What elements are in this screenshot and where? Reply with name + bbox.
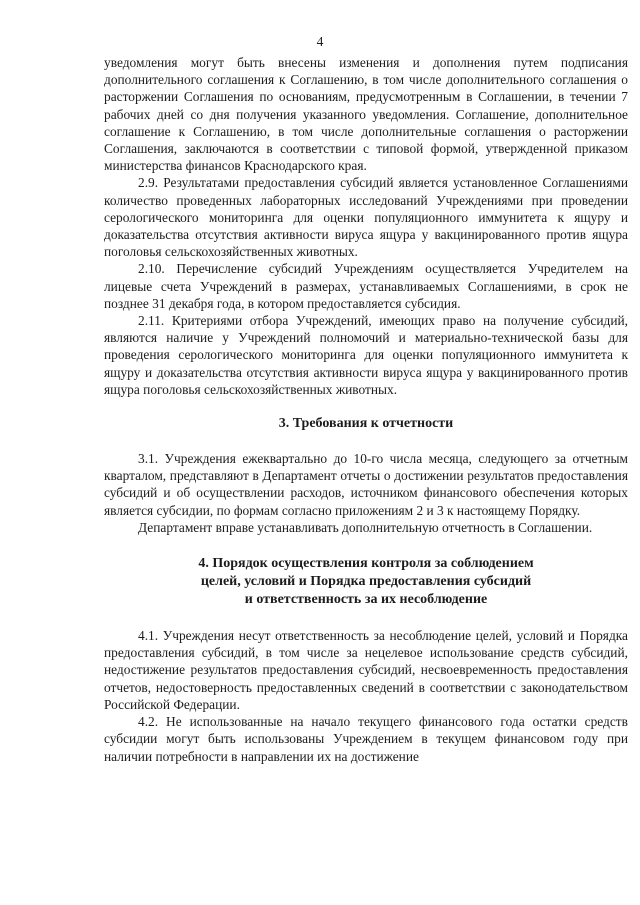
document-body bbox=[104, 54, 628, 765]
paragraph-3-department: Департамент вправе устанавливать дополнительную отчетность в Соглашении. bbox=[138, 519, 593, 535]
section-3-heading: 3. Требования к отчетности bbox=[278, 416, 454, 432]
section-4-heading bbox=[104, 555, 628, 609]
paragraph-2-11: 2.11. Критериями отбора Учреждений, имеющих право на получение субсидий, являются наличие у Учреждений полномочий и материально-технической базы для проведения серологического мониторинга для оценки популяционного иммунитета к ящуру и доказательства отсутствия активности вируса ящура у вакцинированного против ящура поголовья сельскохозяйственных животных. bbox=[104, 313, 628, 397]
paragraph-2-10: 2.10. Перечисление субсидий Учреждениям осуществляется Учредителем на лицевые счета Учреждений в размерах, устанавливаемых Соглашениями, в срок не позднее 31 декабря года, в котором предоставляется субсидия. bbox=[104, 261, 628, 311]
paragraph-4-2: 4.2. Не использованные на начало текущего финансового года остатки средств субсидии могут быть использованы Учреждением в текущем финансовом году при наличии потребности в направлении их на достижение bbox=[104, 714, 628, 764]
section-4-heading-line-2: целей, условий и Порядка предоставления субсидий bbox=[200, 574, 532, 590]
section-4-heading-line-1: 4. Порядок осуществления контроля за соблюдением bbox=[198, 556, 534, 572]
page-number: 4 bbox=[316, 34, 324, 49]
paragraph-2-9: 2.9. Результатами предоставления субсидий является установленное Соглашениями количество проведенных лабораторных исследований Учреждениями при проведении серологического мониторинга для оценки популяционного иммунитета к ящуру и доказательства отсутствия активности вируса ящура у вакцинированного против ящура поголовья сельскохозяйственных животных. bbox=[104, 175, 628, 260]
paragraph-4-1: 4.1. Учреждения несут ответственность за несоблюдение целей, условий и Порядка предоставления субсидий, в том числе за нецелевое использование средств субсидий, недостижение результатов предоставления субсидий, несвоевременность предоставления отчетов, недостоверность предоставленных сведений в соответствии с законодательством Российской Федерации. bbox=[104, 628, 628, 712]
section-4-heading-line-3: и ответственность за их несоблюдение bbox=[244, 592, 488, 608]
paragraph-continuation: уведомления могут быть внесены изменения и дополнения путем подписания дополнительного соглашения к Соглашению, в том числе дополнительного соглашения о расторжении Соглашения по основаниям, предусмотренным в Соглашении, в течении 7 рабочих дней со дня получения указанного уведомления. Соглашение, дополнительное соглашение к Соглашению, в том числе дополнительные соглашения о расторжении Соглашения, заключаются в соответствии с типовой формой, утвержденной приказом министерства финансов Краснодарского края. bbox=[104, 55, 628, 174]
paragraph-3-1: 3.1. Учреждения ежеквартально до 10-го числа месяца, следующего за отчетным кварталом, представляют в Департамент отчеты о достижении результатов предоставления субсидий и об осуществлении расходов, источником финансового обеспечения которых является субсидии, по формам согласно приложениям 2 и 3 к настоящему Порядку. bbox=[104, 451, 628, 518]
